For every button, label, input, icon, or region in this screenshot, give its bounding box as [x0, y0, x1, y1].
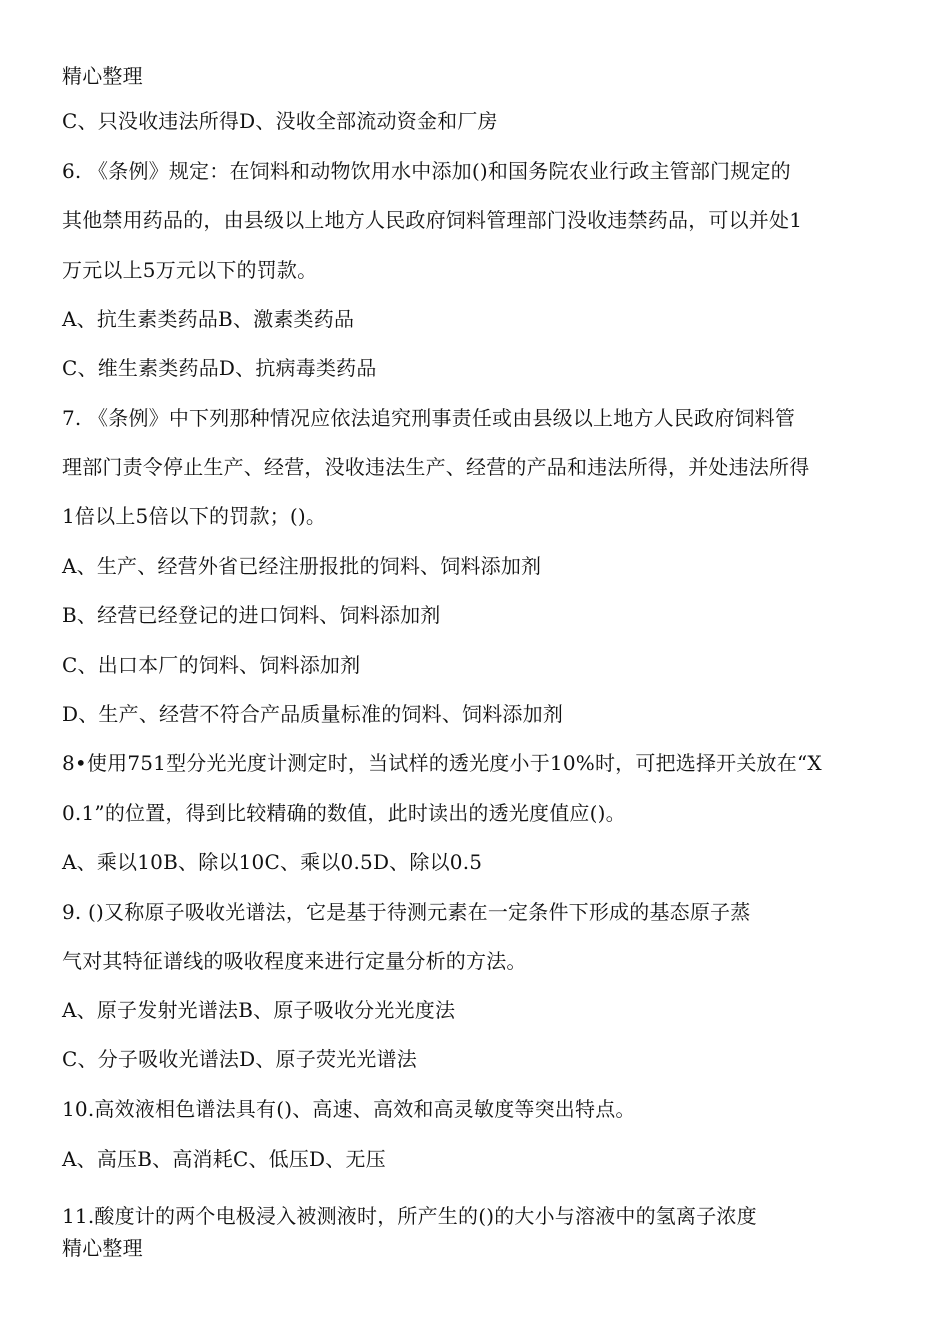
- option-line: C、出口本厂的饲料、饲料添加剂: [62, 653, 361, 677]
- text-line: 万元以上5万元以下的罚款。: [62, 258, 318, 282]
- text-line: 气对其特征谱线的吸收程度来进行定量分析的方法。: [62, 949, 527, 973]
- question-10: 10.高效液相色谱法具有()、高速、高效和高灵敏度等突出特点。: [62, 1097, 636, 1121]
- page-footer: 精心整理: [62, 1236, 143, 1260]
- text-line: 理部门责令停止生产、经营，没收违法生产、经营的产品和违法所得，并处违法所得: [62, 455, 810, 479]
- page-header: 精心整理: [62, 64, 143, 88]
- text-line: 1倍以上5倍以下的罚款；()。: [62, 504, 327, 528]
- question-11: 11.酸度计的两个电极浸入被测液时，所产生的()的大小与溶液中的氢离子浓度: [62, 1204, 757, 1228]
- question-6: 6. 《条例》规定：在饲料和动物饮用水中添加()和国务院农业行政主管部门规定的: [62, 159, 791, 183]
- question-8: 8•使用751型分光光度计测定时，当试样的透光度小于10%时，可把选择开关放在“X: [62, 751, 822, 775]
- text-line: C、只没收违法所得D、没收全部流动资金和厂房: [62, 109, 498, 133]
- option-line: C、维生素类药品D、抗病毒类药品: [62, 356, 377, 380]
- question-9: 9. ()又称原子吸收光谱法，它是基于待测元素在一定条件下形成的基态原子蒸: [62, 900, 751, 924]
- text-line: 其他禁用药品的，由县级以上地方人民政府饲料管理部门没收违禁药品，可以并处1: [62, 208, 803, 232]
- option-line: A、抗生素类药品B、激素类药品: [62, 307, 355, 331]
- option-line: A、高压B、高消耗C、低压D、无压: [62, 1147, 386, 1171]
- question-7: 7. 《条例》中下列那种情况应依法追究刑事责任或由县级以上地方人民政府饲料管: [62, 406, 796, 430]
- option-line: A、乘以10B、除以10C、乘以0.5D、除以0.5: [62, 850, 483, 874]
- option-line: A、原子发射光谱法B、原子吸收分光光度法: [62, 998, 456, 1022]
- option-line: D、生产、经营不符合产品质量标准的饲料、饲料添加剂: [62, 702, 564, 726]
- text-line: 0.1”的位置，得到比较精确的数值，此时读出的透光度值应()。: [62, 801, 626, 825]
- option-line: B、经营已经登记的进口饲料、饲料添加剂: [62, 603, 441, 627]
- option-line: A、生产、经营外省已经注册报批的饲料、饲料添加剂: [62, 554, 542, 578]
- option-line: C、分子吸收光谱法D、原子荧光光谱法: [62, 1047, 417, 1071]
